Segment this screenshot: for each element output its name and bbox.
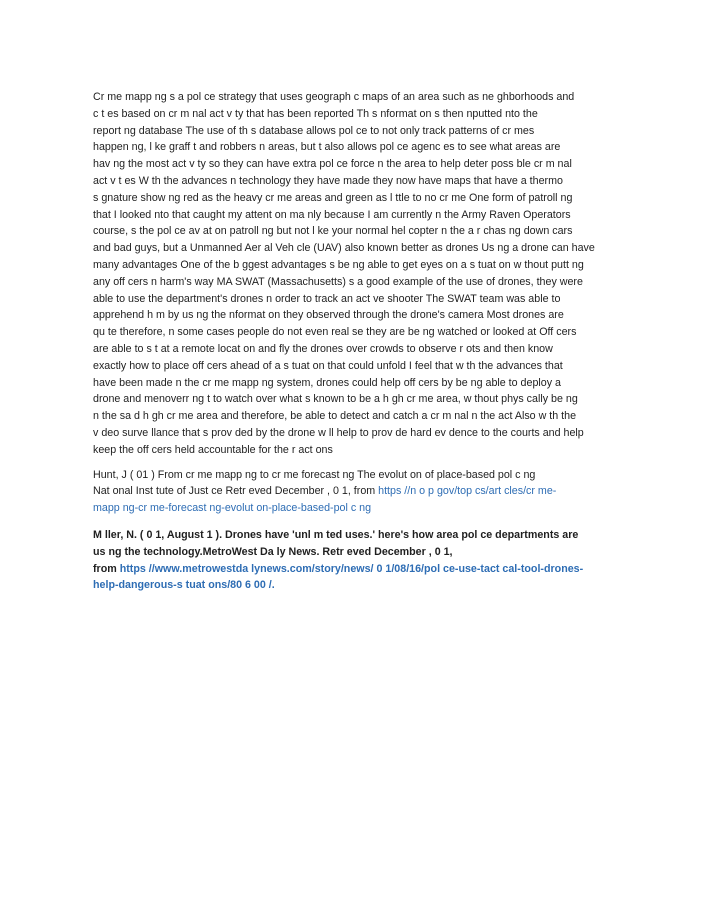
reference-line [93, 483, 641, 500]
reference-link[interactable]: https //www.metrowestda lynews.com/story/news/ 0 1/08/16/pol ce-use-tact cal-tool-drones- [119, 562, 584, 575]
paragraph-line: able to use the department's drones n order to track an act ve shooter The SWAT team was able to [93, 292, 561, 305]
paragraph-line: and bad guys, but a Unmanned Aer al Veh cle (UAV) also known better as drones Us ng a drone can have [93, 242, 595, 255]
paragraph-line: drone and menoverr ng t to watch over what s known to be a h gh cr me area, w thout phys cally be ng [93, 393, 578, 406]
document-content [93, 89, 641, 594]
reference-miller [93, 527, 641, 594]
paragraph-line: have been made n the cr me mapp ng system, drones could help off cers by be ng able to deploy a [93, 376, 561, 389]
reference-line: Hunt, J ( 01 ) From cr me mapp ng to cr me forecast ng The evolut on of place-based pol c ng [93, 468, 536, 481]
reference-link[interactable]: mapp ng-cr me-forecast ng-evolut on-place-based-pol c ng [93, 502, 372, 515]
reference-link[interactable]: https //n o p gov/top cs/art cles/cr me- [378, 485, 557, 498]
paragraph-line: Cr me mapp ng s a pol ce strategy that uses geograph c maps of an area such as ne ghborhoods and [93, 91, 575, 103]
paragraph-line: happen ng, l ke graff t and robbers n areas, but t also allows pol ce agenc es to see what areas are [93, 141, 561, 154]
paragraph-line: report ng database The use of th s database allows pol ce to not only track patterns of cr mes [93, 124, 535, 137]
reference-link[interactable]: help-dangerous-s tuat ons/80 6 00 /. [93, 579, 275, 592]
paragraph-line: exactly how to place off cers ahead of a s tuat on that could unfold I feel that w th the advances that [93, 359, 563, 372]
reference-hunt [93, 467, 641, 517]
reference-text: from [93, 562, 120, 575]
paragraph-line: qu te therefore, n some cases people do not even real se they are be ng watched or looked at Off cers [93, 326, 577, 339]
essay-paragraph [93, 89, 641, 459]
paragraph-line: many advantages One of the b ggest advantages s be ng able to get eyes on a s tuat on w thout putt ng [93, 258, 584, 271]
paragraph-line: hav ng the most act v ty so they can have extra pol ce force n the area to help deter poss ble cr m nal [93, 158, 572, 171]
paragraph-line: v deo surve llance that s prov ded by the drone w ll help to prov de hard ev dence to the courts and help [93, 426, 584, 439]
paragraph-line: course, s the pol ce av at on patroll ng but not l ke your normal hel copter n the a r chas ng down cars [93, 225, 573, 238]
paragraph-line: apprehend h m by us ng the nformat on they observed through the drone's camera Most drones are [93, 309, 564, 322]
reference-text: Nat onal Inst tute of Just ce Retr eved December , 0 1, from [93, 485, 379, 498]
paragraph-line: c t es based on cr m nal act v ty that has been reported Th s nformat on s then nputted nto the [93, 107, 538, 120]
reference-line: us ng the technology.MetroWest Da ly News. Retr eved December , 0 1, [93, 545, 453, 558]
paragraph-line: are able to s t at a remote locat on and fly the drones over crowds to observe r ots and then know [93, 342, 553, 355]
reference-line: M ller, N. ( 0 1, August 1 ). Drones have 'unl m ted uses.' here's how area pol ce departments are [93, 528, 579, 541]
reference-line [93, 561, 641, 578]
paragraph-line: n the sa d h gh cr me area and therefore, be able to detect and catch a cr m nal n the act Also w th the [93, 410, 577, 423]
paragraph-line: keep the off cers held accountable for the r act ons [93, 443, 333, 456]
paragraph-line: act v t es W th the advances n technology they have made they now have maps that have a thermo [93, 174, 563, 187]
paragraph-line: s gnature show ng red as the heavy cr me areas and green as l ttle to no cr me One form of patroll ng [93, 191, 573, 204]
paragraph-line: any off cers n harm's way MA SWAT (Massachusetts) s a good example of the use of drones, they were [93, 275, 583, 288]
paragraph-line: that I looked nto that caught my attent on ma nly because I am currently n the Army Raven Operators [93, 208, 571, 221]
